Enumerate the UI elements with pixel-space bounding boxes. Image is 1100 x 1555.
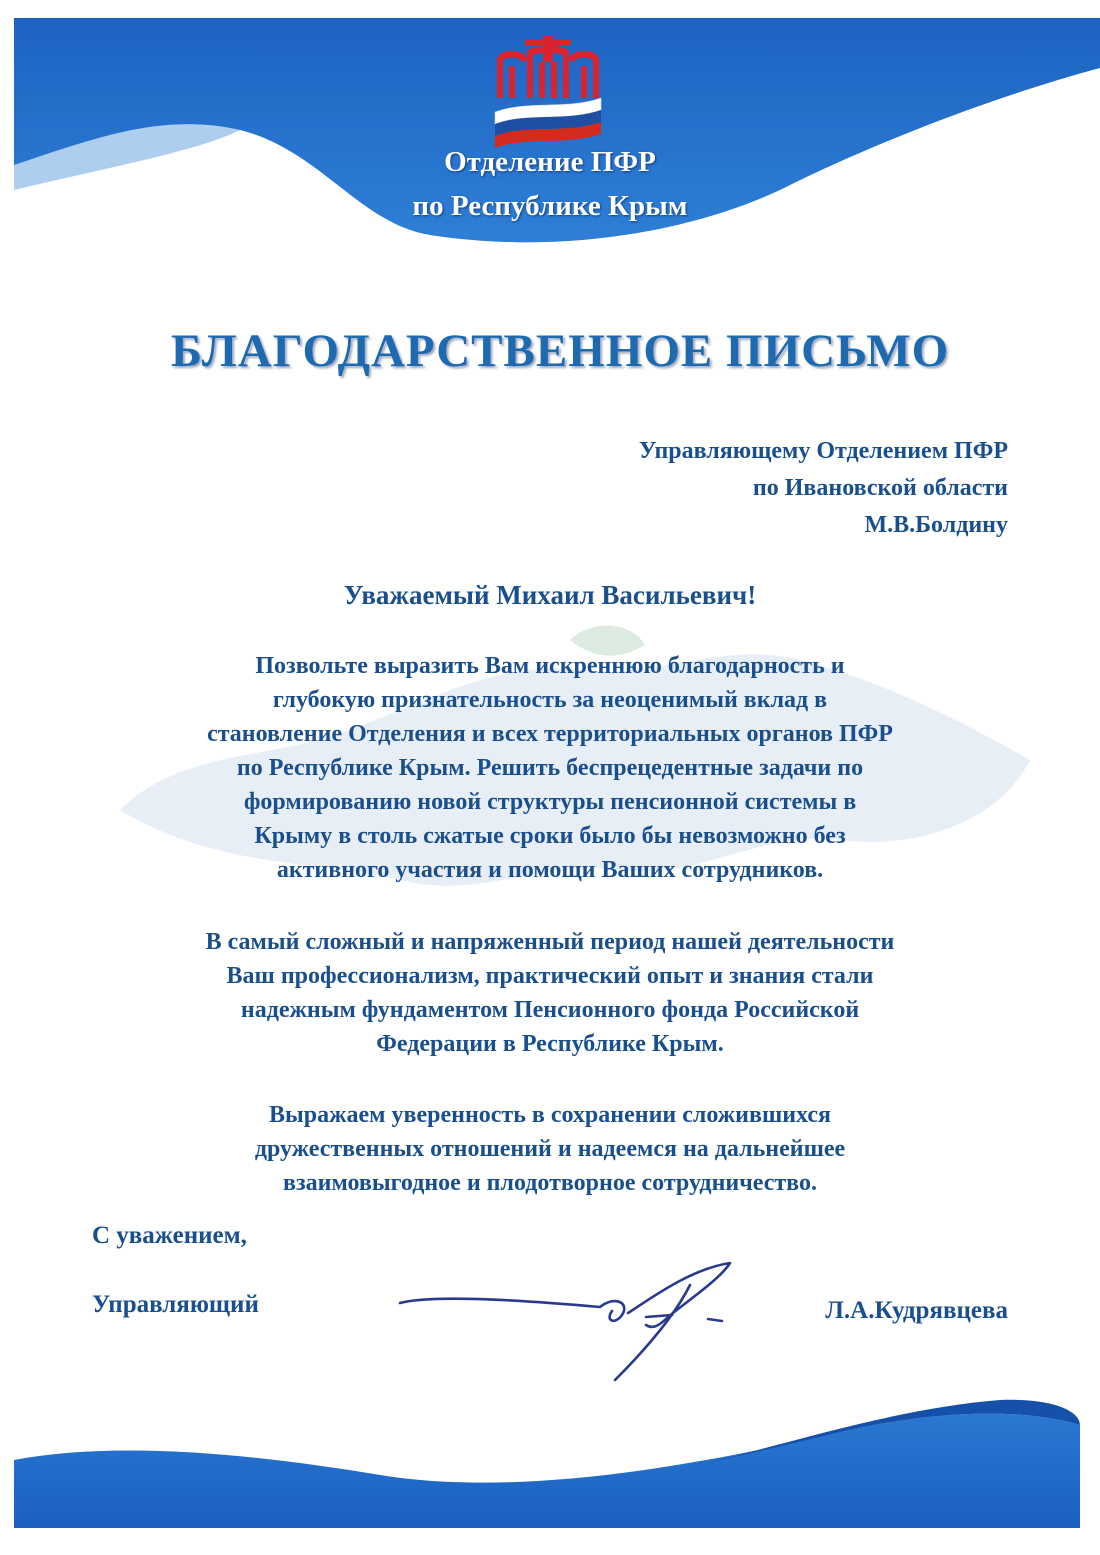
body-paragraph-3 [90,1098,1010,1200]
signer-position: Управляющий [92,1291,259,1318]
body-line: надежным фундаментом Пенсионного фонда Российской [240,997,860,1023]
body-line: по Республике Крым. Решить беспрецедентные задачи по [236,755,864,781]
closing-phrase: С уважением, [92,1222,247,1249]
organization-name-line1: Отделение ПФР [444,146,656,178]
body-line: глубокую признательность за неоценимый вклад в [272,687,828,713]
body-line: становление Отделения и всех территориальных органов ПФР [207,721,893,747]
body-line: Выражаем уверенность в сохранении сложившихся [269,1102,831,1128]
body-paragraph-1 [90,649,1010,887]
document-title: БЛАГОДАРСТВЕННОЕ ПИСЬМО [170,325,950,377]
addressee-line1: Управляющему Отделением ПФР [638,438,1008,464]
body-line: Ваш профессионализм, практический опыт и знания стали [226,963,874,989]
footer-wave-background [0,1380,1100,1555]
pfr-logo [487,32,609,150]
greeting: Уважаемый Михаил Васильевич! [343,580,757,610]
body-line: Крыму в столь сжатые сроки было бы невозможно без [254,823,846,849]
handwritten-signature [390,1255,750,1385]
signer-name: Л.А.Кудрявцева [825,1297,1008,1324]
body-line: дружественных отношений и надеемся на дальнейшее [254,1136,846,1162]
addressee-block [639,433,1008,544]
body-paragraph-2 [90,925,1010,1061]
body-line: Федерации в Республике Крым. [376,1031,724,1057]
addressee-line3: М.В.Болдину [864,512,1008,538]
body-line: активного участия и помощи Ваших сотрудников. [276,857,824,883]
organization-name [300,140,800,228]
body-line: В самый сложный и напряженный период нашей деятельности [205,929,895,955]
addressee-line2: по Ивановской области [752,475,1008,501]
body-line: Позвольте выразить Вам искреннюю благодарность и [255,653,845,679]
body-line: формированию новой структуры пенсионной системы в [243,789,857,815]
body-line: взаимовыгодное и плодотворное сотрудничество. [283,1170,817,1196]
organization-name-line2: по Республике Крым [412,190,688,222]
